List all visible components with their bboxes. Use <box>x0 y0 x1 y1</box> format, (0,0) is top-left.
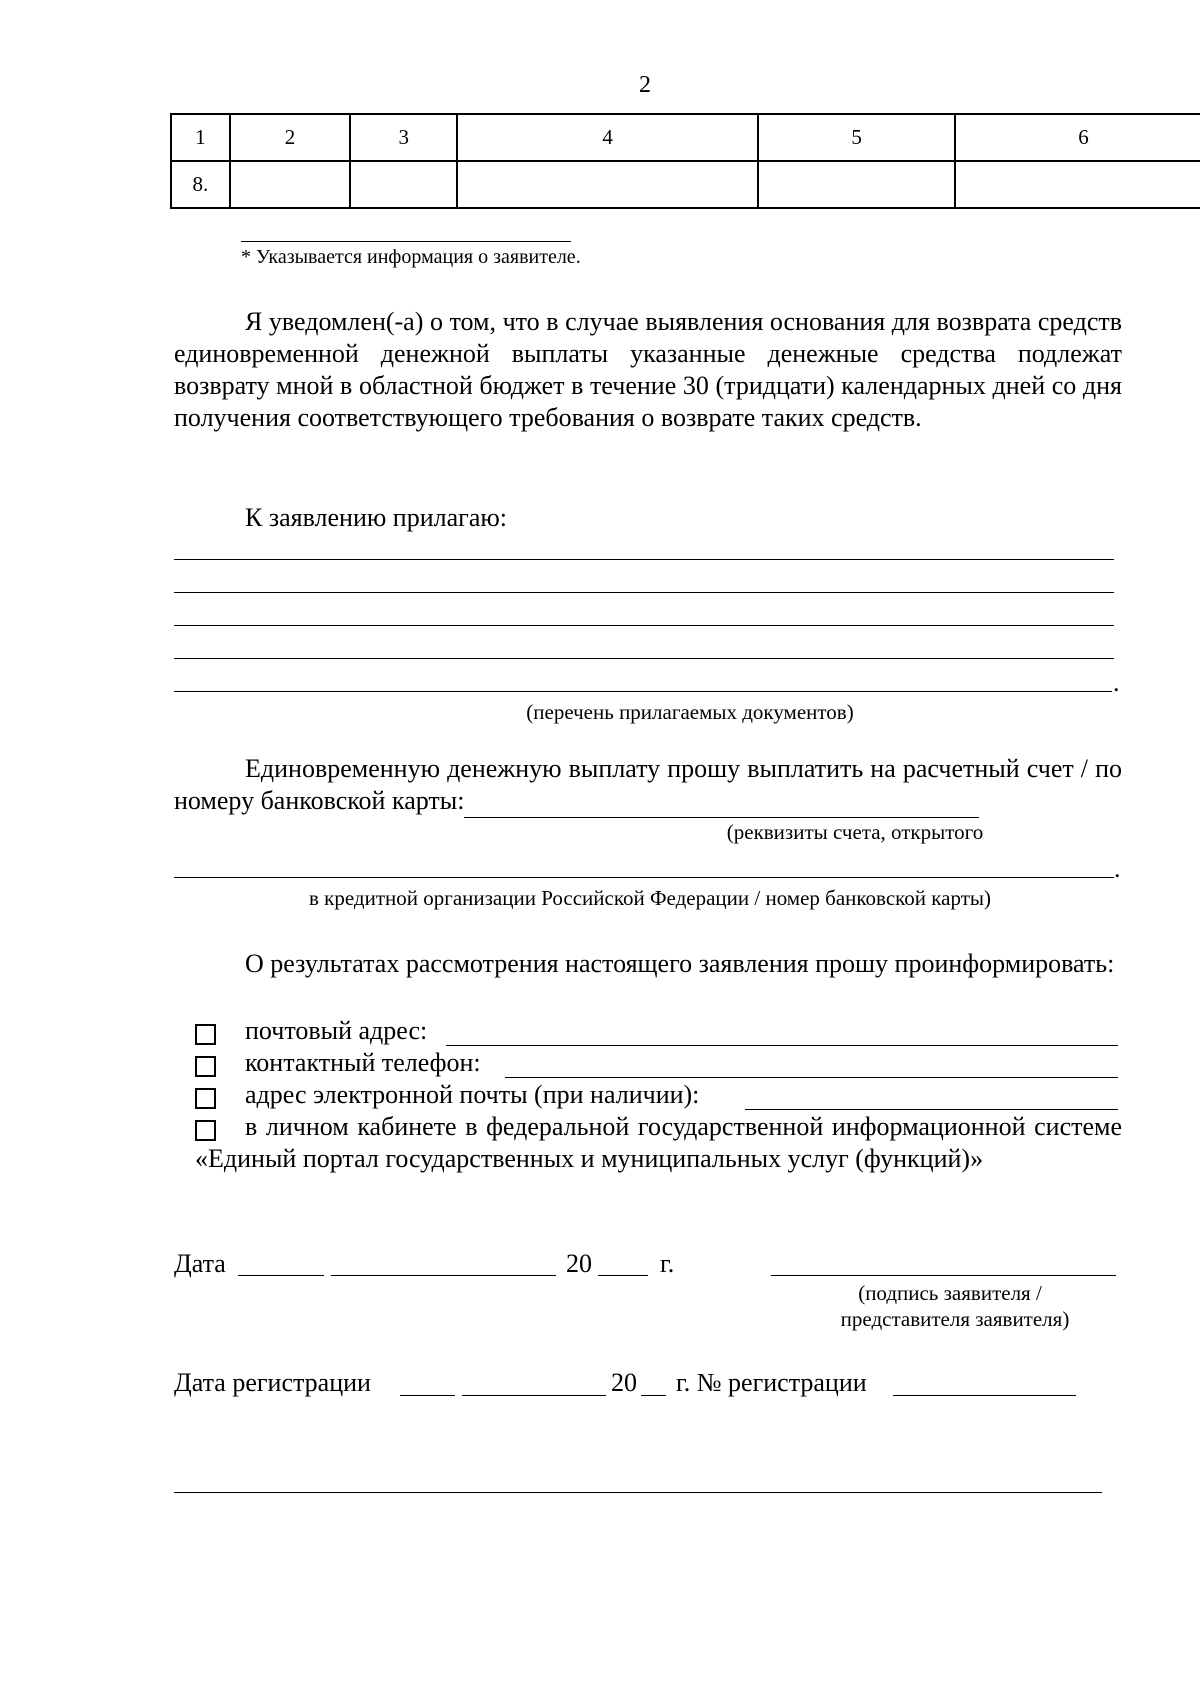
registration-month-field[interactable] <box>462 1395 606 1396</box>
attachment-line-3[interactable] <box>174 625 1114 626</box>
date-year-suffix: г. <box>660 1249 675 1278</box>
signature-caption-2: представителя заявителя) <box>840 1307 1070 1331</box>
email-checkbox[interactable] <box>195 1088 216 1109</box>
phone-checkbox[interactable] <box>195 1056 216 1077</box>
date-month-field[interactable] <box>331 1275 556 1276</box>
table-cell <box>758 161 955 208</box>
payment-paragraph <box>174 753 1122 818</box>
registration-year-prefix: 20 <box>611 1368 637 1397</box>
table-header-row <box>171 114 1200 161</box>
period-mark: . <box>1114 854 1121 883</box>
attachment-line-5[interactable] <box>174 691 1112 692</box>
postal-address-checkbox[interactable] <box>195 1024 216 1045</box>
table-header-cell: 4 <box>457 114 758 161</box>
phone-field[interactable] <box>505 1077 1118 1078</box>
footnote-separator <box>241 241 571 242</box>
attachment-line-4[interactable] <box>174 658 1114 659</box>
registration-date-label: Дата регистрации <box>174 1368 371 1397</box>
table-header-cell: 3 <box>350 114 457 161</box>
phone-label: контактный телефон: <box>245 1048 481 1077</box>
account-details-line[interactable] <box>174 877 1114 878</box>
bottom-line <box>174 1492 1102 1493</box>
attachment-line-1[interactable] <box>174 559 1114 560</box>
email-label: адрес электронной почты (при наличии): <box>245 1080 700 1109</box>
attachment-line-2[interactable] <box>174 592 1114 593</box>
registration-day-field[interactable] <box>400 1395 455 1396</box>
postal-address-label: почтовый адрес: <box>245 1016 428 1045</box>
table-header-cell: 1 <box>171 114 230 161</box>
period-mark: . <box>1113 668 1120 697</box>
signature-field[interactable] <box>771 1275 1116 1276</box>
email-field[interactable] <box>745 1109 1118 1110</box>
attachments-heading: К заявлению прилагаю: <box>245 503 508 532</box>
registration-year-field[interactable] <box>641 1395 666 1396</box>
postal-address-field[interactable] <box>446 1045 1118 1046</box>
data-table <box>170 113 1200 209</box>
payment-caption-2: в кредитной организации Российской Федерации / номер банковской карты) <box>308 886 991 910</box>
table-row <box>171 161 1200 208</box>
footnote: * Указывается информация о заявителе. <box>241 246 581 268</box>
table-header-cell: 5 <box>758 114 955 161</box>
inform-paragraph: О результатах рассмотрения настоящего заявления прошу проинформировать: <box>245 949 1115 978</box>
date-day-field[interactable] <box>238 1275 324 1276</box>
signature-caption-1: (подпись заявителя / <box>858 1281 1042 1305</box>
attachments-caption: (перечень прилагаемых документов) <box>526 700 854 724</box>
table-cell <box>230 161 351 208</box>
page-number: 2 <box>639 72 651 98</box>
table-cell <box>457 161 758 208</box>
registration-number-field[interactable] <box>893 1395 1076 1396</box>
date-label: Дата <box>174 1249 226 1278</box>
date-year-field[interactable] <box>598 1275 648 1276</box>
payment-text: Единовременную денежную выплату прошу выплатить на расчетный счет / по номеру банковской карты: <box>174 754 1122 815</box>
payment-caption-1: (реквизиты счета, открытого <box>726 820 984 844</box>
gosuslugi-label: в личном кабинете в федеральной государственной информационной системе «Единый портал государственных и муниципальных услуг (функций)» <box>195 1112 1122 1173</box>
table-header-cell: 6 <box>955 114 1200 161</box>
table-cell <box>955 161 1200 208</box>
account-number-field[interactable] <box>464 785 979 818</box>
registration-number-label: г. № регистрации <box>676 1368 867 1397</box>
table-cell: 8. <box>171 161 230 208</box>
date-year-prefix: 20 <box>566 1249 592 1278</box>
table-header-cell: 2 <box>230 114 351 161</box>
notice-paragraph: Я уведомлен(-а) о том, что в случае выявления основания для возврата средств единовременной денежной выплаты указанные денежные средства подлежат возврату мной в областной бюджет в течение 30 (тридцати) календарных дней со дня получения соответствующего требования о возврате таких средств. <box>174 307 1122 432</box>
table-cell <box>350 161 457 208</box>
